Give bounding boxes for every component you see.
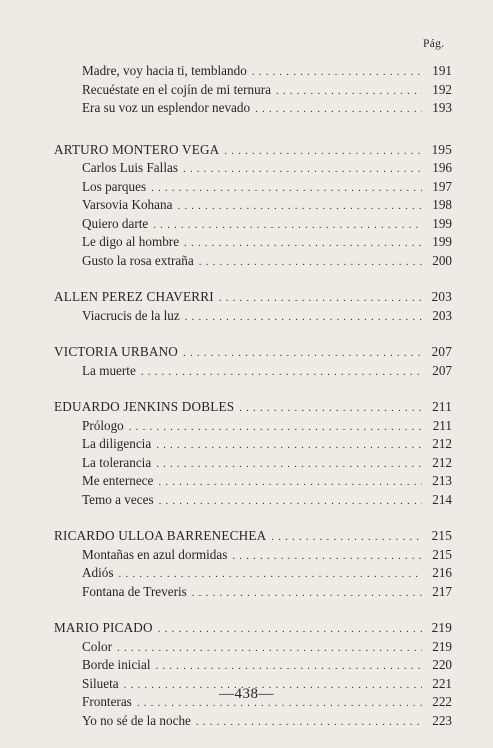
toc-entry-title: Me enternece [82,473,154,488]
toc-author-title: ARTURO MONTERO VEGA [54,141,220,157]
toc-entry-title: Era su voz un esplendor nevado [82,100,251,115]
toc-entry [54,62,452,81]
dot-leader [183,344,422,363]
dot-leader [156,455,422,474]
toc-entry [54,564,452,583]
toc-entry-title: La muerte [82,362,136,378]
toc-entry-page-number: 223 [432,712,452,728]
toc-author-title: RICARDO ULLOA BARRENECHEA [54,528,267,543]
toc-entry-page-number: 212 [432,454,452,470]
toc-entry-page-number: 198 [432,197,452,212]
toc-section [54,398,452,509]
dot-leader [151,179,422,198]
toc-section [54,62,452,118]
dot-leader [184,234,422,253]
toc-entry [54,196,452,215]
toc-author [54,288,452,307]
toc-entry-title: La diligencia [82,436,152,451]
dot-leader [224,142,422,161]
toc-author-page-number: 203 [431,289,452,304]
toc-entry [54,215,452,234]
toc-entry [54,435,452,454]
dot-leader [185,308,422,327]
toc-entry-page-number: 199 [432,215,452,231]
toc-entry-title: Montañas en azul dormidas [82,546,228,562]
toc-author-page-number: 211 [432,399,452,414]
toc-section [54,343,452,380]
toc-entry [54,491,452,510]
toc-entry [54,472,452,491]
toc-entry-page-number: 216 [432,565,452,580]
toc-author-page-number: 219 [431,620,452,635]
dot-leader [177,197,422,216]
toc-entry [54,362,452,381]
dot-leader [156,436,422,455]
toc-author [54,527,452,546]
toc-entry-page-number: 200 [432,252,452,268]
toc-entry-page-number: 193 [432,100,452,115]
dot-leader [155,657,422,676]
toc-entry-page-number: 213 [432,473,452,488]
toc-entry-page-number: 221 [432,675,452,691]
toc-entry-title: Adiós [82,565,114,580]
toc-entry-title: Gusto la rosa extraña [82,252,194,268]
toc-author-page-number: 215 [431,528,452,543]
toc-entry [54,99,452,118]
toc-entry-page-number: 199 [432,234,452,249]
toc-entry [54,638,452,657]
toc-entry-page-number: 196 [432,160,452,175]
toc-entry-title: Temo a veces [82,491,154,507]
toc-entry [54,454,452,473]
toc-author-page-number: 207 [431,344,452,359]
toc-entry-title: Yo no sé de la noche [82,712,191,728]
toc-entry-title: Varsovia Kohana [82,197,173,212]
dot-leader [192,584,422,603]
toc-entry [54,252,452,271]
dot-leader [183,160,422,179]
toc-entry-title: Carlos Luis Fallas [82,160,178,175]
toc-entry-title: Le digo al hombre [82,234,180,249]
toc-entry-title: Fontana de Treveris [82,583,187,599]
toc-entry [54,417,452,436]
toc-author-title: MARIO PICADO [54,620,153,635]
toc-entry-page-number: 207 [432,362,452,378]
dot-leader [153,216,422,235]
toc-entry-page-number: 212 [432,436,452,451]
toc-entry-title: Prólogo [82,417,124,433]
toc-entry [54,233,452,252]
toc-entry [54,307,452,326]
toc-entry-page-number: 197 [432,178,452,194]
toc-author [54,619,452,638]
toc-entry [54,546,452,565]
dot-leader [158,620,422,639]
toc-entry-page-number: 217 [432,583,452,599]
dot-leader [196,713,422,732]
toc-entry-title: Madre, voy hacia ti, temblando [82,63,247,78]
dot-leader [129,418,422,437]
toc-entry-page-number: 211 [432,417,452,433]
dot-leader [119,565,422,584]
toc-section [54,141,452,271]
toc-entry [54,656,452,675]
toc-entry-page-number: 191 [432,63,452,78]
toc-entry-title: Borde inicial [82,657,151,672]
toc-entry-title: Silueta [82,675,119,691]
toc-entry-title: Color [82,638,113,654]
toc-entry-title: La tolerancia [82,454,152,470]
dot-leader [271,528,422,547]
dot-leader [219,289,422,308]
toc-entry-page-number: 222 [432,694,452,709]
dot-leader [158,473,422,492]
toc-entry-title: Viacrucis de la luz [82,307,180,323]
toc-entry [54,712,452,731]
dot-leader [141,363,422,382]
toc-entry-page-number: 203 [432,307,452,323]
toc-author [54,343,452,362]
toc-entry [54,178,452,197]
toc-author [54,141,452,160]
toc-entry-page-number: 220 [432,657,452,672]
toc-entry-page-number: 214 [432,491,452,507]
dot-leader [159,492,422,511]
table-of-contents [54,62,452,748]
toc-entry [54,583,452,602]
toc-entry-title: Los parques [82,178,147,194]
toc-entry [54,159,452,178]
toc-section [54,527,452,601]
dot-leader [239,399,422,418]
toc-author-title: ALLEN PEREZ CHAVERRI [54,289,214,304]
toc-entry-title: Fronteras [82,694,132,709]
dot-leader [232,547,422,566]
dot-leader [117,639,422,658]
toc-section [54,619,452,730]
toc-entry-page-number: 192 [432,81,452,97]
toc-entry-page-number: 215 [432,546,452,562]
toc-entry-page-number: 219 [432,638,452,654]
dot-leader [255,100,422,119]
toc-entry [54,81,452,100]
toc-entry-title: Quiero darte [82,215,149,231]
toc-author-title: VICTORIA URBANO [54,344,179,359]
toc-entry-title: Recuéstate en el cojín de mi ternura [82,81,271,97]
page-column-header: Pág. [423,38,445,50]
toc-author-title: EDUARDO JENKINS DOBLES [54,399,235,414]
toc-section [54,288,452,325]
toc-author-page-number: 195 [431,141,452,157]
toc-author [54,398,452,417]
dot-leader [199,253,422,272]
dot-leader [252,63,422,82]
page-number: —438— [219,686,274,702]
dot-leader [276,82,422,101]
